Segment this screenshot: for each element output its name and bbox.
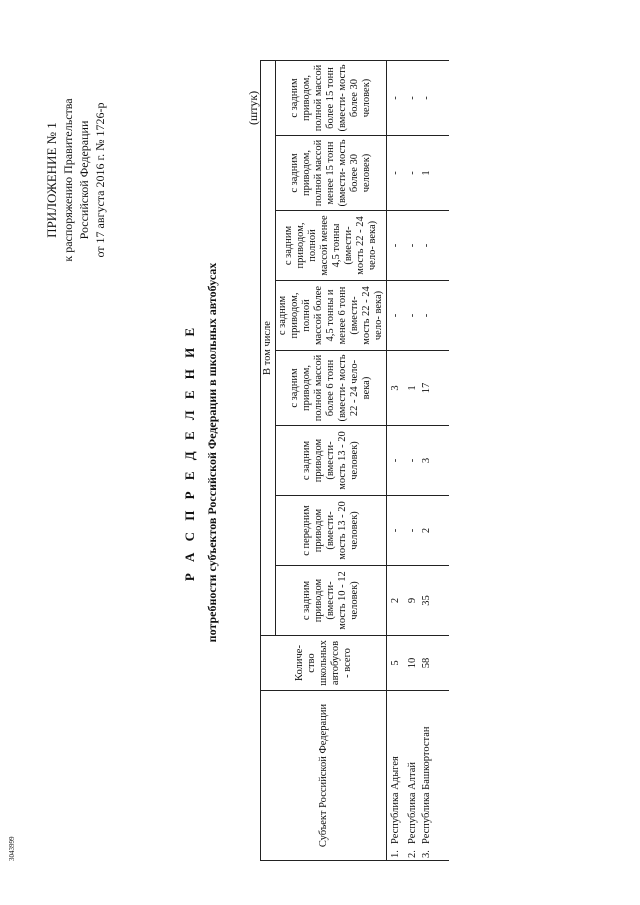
appendix-line-3: от 17 августа 2016 г. № 1726-р bbox=[93, 102, 107, 258]
table-body bbox=[387, 61, 450, 861]
header-sub-6: с задним приводом, полной массой менее 4,5 тонны (вмести- мость 22 - 24 чело- века) bbox=[276, 211, 387, 281]
table-row bbox=[387, 61, 405, 861]
header-sub-5: с задним приводом, полной массой более 4,5 тонны и менее 6 тонн (вмести- мость 22 - 24 чело- века) bbox=[276, 281, 387, 351]
appendix-number: ПРИЛОЖЕНИЕ № 1 bbox=[44, 122, 59, 238]
subject-cell bbox=[421, 691, 449, 861]
appendix-header bbox=[44, 55, 108, 305]
total-cell: 10 bbox=[404, 636, 421, 691]
units-label: (штук) bbox=[246, 90, 260, 125]
header-sub-2: с передним приводом (вмести- мость 13 - 20 человек) bbox=[276, 496, 387, 566]
appendix-line-1: к распоряжению Правительства bbox=[61, 98, 75, 262]
row-number: 2. bbox=[406, 850, 418, 858]
subject-name: Республика Адыгея bbox=[389, 756, 401, 844]
value-cell: - bbox=[387, 136, 405, 211]
value-cell: - bbox=[404, 61, 421, 136]
row-number: 1. bbox=[389, 850, 401, 858]
document-code: 3043999 bbox=[8, 836, 16, 861]
subject-name: Республика Алтай bbox=[406, 761, 418, 844]
value-cell: 3 bbox=[421, 426, 449, 496]
row-number: 3. bbox=[421, 850, 432, 858]
value-cell: - bbox=[421, 61, 449, 136]
value-cell: - bbox=[404, 426, 421, 496]
header-sub-4: с задним приводом, полной массой более 6 тонн (вмести- мость 22 - 24 чело- века) bbox=[276, 351, 387, 426]
subject-cell bbox=[387, 691, 405, 861]
value-cell: 17 bbox=[421, 351, 449, 426]
value-cell: 3 bbox=[387, 351, 405, 426]
document-subtitle: потребности субъектов Российской Федерации в школьных автобусах bbox=[205, 262, 219, 643]
value-cell: - bbox=[387, 211, 405, 281]
header-sub-1: с задним приводом (вмести- мость 10 - 12 человек) bbox=[276, 566, 387, 636]
header-total: Количе- ство школьных автобусов - всего bbox=[261, 636, 387, 691]
value-cell: - bbox=[421, 211, 449, 281]
header-sub-7: с задним приводом, полной массой менее 15 тонн (вмести- мость более 30 человек) bbox=[276, 136, 387, 211]
value-cell: - bbox=[404, 211, 421, 281]
value-cell: 2 bbox=[421, 496, 449, 566]
value-cell: - bbox=[387, 426, 405, 496]
value-cell: 2 bbox=[387, 566, 405, 636]
table-row bbox=[421, 61, 449, 861]
header-group: В том числе bbox=[261, 61, 276, 636]
header-sub-8: с задним приводом, полной массой более 15 тонн (вмести- мость более 30 человек) bbox=[276, 61, 387, 136]
appendix-line-2: Российской Федерации bbox=[77, 120, 91, 240]
value-cell: 35 bbox=[421, 566, 449, 636]
subject-name: Республика Башкортостан bbox=[421, 726, 432, 844]
value-cell: - bbox=[387, 61, 405, 136]
header-sub-3: с задним приводом (вмести- мость 13 - 20 человек) bbox=[276, 426, 387, 496]
value-cell: 1 bbox=[421, 136, 449, 211]
value-cell: - bbox=[404, 496, 421, 566]
document-title: Р А С П Р Е Д Е Л Е Н И Е bbox=[182, 323, 197, 582]
header-subject: Субъект Российской Федерации bbox=[261, 691, 387, 861]
total-cell: 5 bbox=[387, 636, 405, 691]
distribution-table bbox=[260, 60, 449, 861]
value-cell: 9 bbox=[404, 566, 421, 636]
value-cell: - bbox=[421, 281, 449, 351]
value-cell: - bbox=[404, 136, 421, 211]
value-cell: - bbox=[387, 496, 405, 566]
subject-cell bbox=[404, 691, 421, 861]
total-cell: 58 bbox=[421, 636, 449, 691]
value-cell: 1 bbox=[404, 351, 421, 426]
table-row bbox=[404, 61, 421, 861]
value-cell: - bbox=[404, 281, 421, 351]
value-cell: - bbox=[387, 281, 405, 351]
